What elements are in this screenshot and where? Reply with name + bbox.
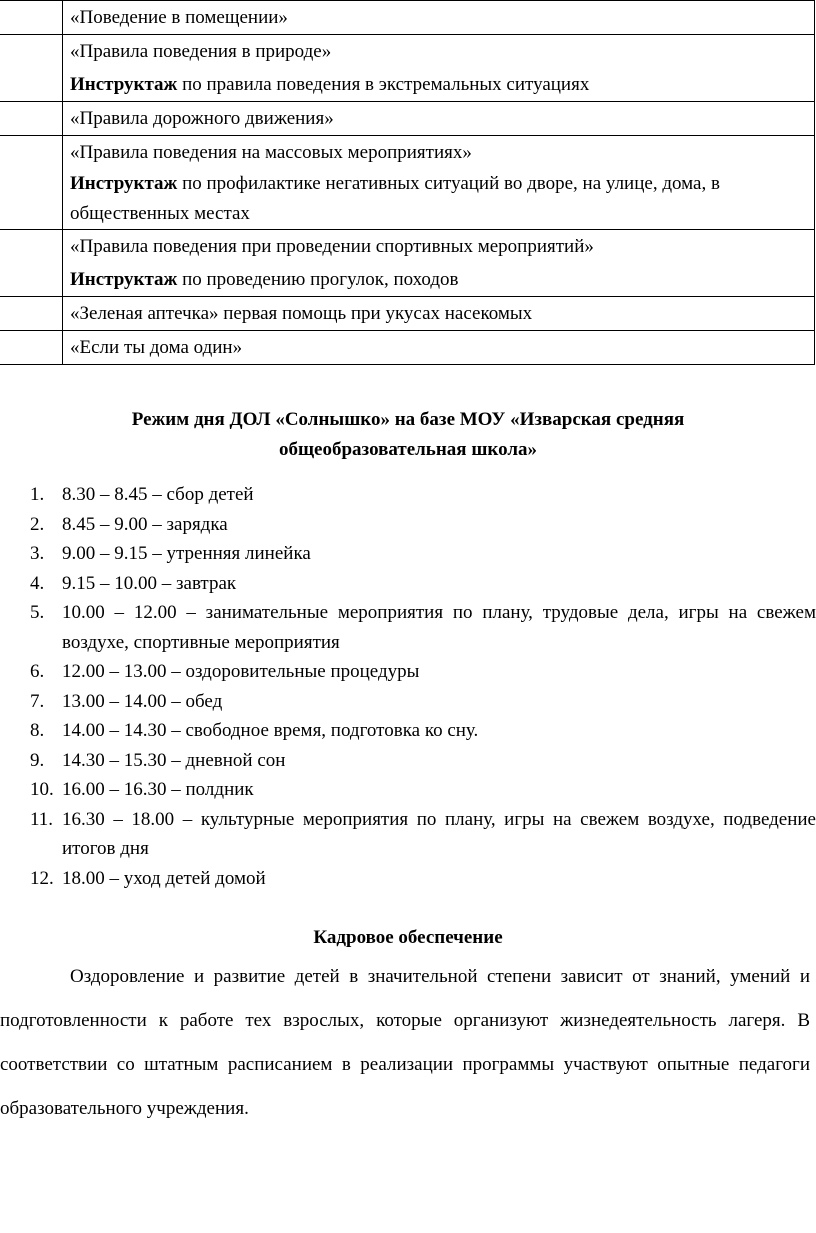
schedule-title (0, 405, 816, 465)
instruction-label: Инструктаж (70, 173, 178, 194)
table-cell-topic (63, 331, 815, 365)
list-item-text: 8.45 – 9.00 – зарядка (62, 513, 228, 535)
schedule-title-line1: Режим дня ДОЛ «Солнышко» на базе МОУ «Изварская средняя (131, 409, 685, 430)
table-row (0, 35, 815, 102)
list-item (0, 569, 816, 599)
instruction-label: Инструктаж (70, 269, 178, 290)
table-row (0, 230, 815, 297)
table-cell-empty (0, 136, 63, 230)
list-item-text: 18.00 – уход детей домой (62, 867, 266, 889)
table-cell-line (70, 230, 814, 263)
list-item (0, 657, 816, 687)
schedule-title-line2: общеобразовательная школа» (279, 439, 537, 460)
table-cell-topic (63, 102, 815, 136)
table-cell-empty (0, 297, 63, 331)
list-item-number: 11. (30, 808, 54, 830)
table-cell-text: «Правила поведения в природе» (70, 41, 332, 62)
list-item-text: 8.30 – 8.45 – сбор детей (62, 484, 254, 505)
table-cell-line (70, 35, 814, 68)
list-item (0, 805, 816, 864)
list-item (0, 775, 816, 805)
table-cell-text: «Если ты дома один» (70, 337, 243, 358)
table-cell-line (70, 331, 814, 364)
list-item-number: 9. (30, 749, 45, 771)
list-item-text: 9.00 – 9.15 – утренняя линейка (62, 543, 311, 564)
table-row (0, 1, 815, 35)
list-item-text: 12.00 – 13.00 – оздоровительные процедуры (62, 661, 420, 682)
table-cell-line (70, 297, 814, 330)
schedule-list (0, 480, 816, 893)
list-item-text: 10.00 – 12.00 – занимательные мероприятия по плану, трудовые дела, игры на свежем воздухе, спортивные мероприятия (62, 602, 816, 653)
list-item (0, 510, 816, 540)
list-item-number: 5. (30, 602, 45, 623)
staffing-title: Кадровое обеспечение (313, 927, 503, 948)
table-cell-text: по проведению прогулок, походов (177, 269, 459, 290)
table-cell-empty (0, 230, 63, 297)
list-item-number: 8. (30, 720, 45, 741)
table-cell-text: «Правила дорожного движения» (70, 108, 334, 129)
table-cell-text: по профилактике негативных ситуаций во дворе, на улице, дома, в общественных местах (70, 173, 720, 224)
activities-table (0, 0, 815, 365)
list-item (0, 539, 816, 569)
table-cell-text: «Правила поведения при проведении спортивных мероприятий» (70, 236, 594, 257)
list-item-number: 4. (30, 572, 45, 594)
list-item-text: 13.00 – 14.00 – обед (62, 690, 223, 712)
table-row (0, 136, 815, 230)
list-item-text: 14.30 – 15.30 – дневной сон (62, 749, 286, 771)
table-cell-topic (63, 1, 815, 35)
list-item-text: 16.30 – 18.00 – культурные мероприятия по плану, игры на свежем воздухе, подведение итогов дня (62, 808, 816, 859)
table-row (0, 102, 815, 136)
table-cell-empty (0, 102, 63, 136)
table-row (0, 331, 815, 365)
table-cell-line (70, 136, 814, 169)
list-item (0, 864, 816, 894)
list-item-number: 1. (30, 484, 45, 505)
list-item (0, 598, 816, 657)
list-item-number: 7. (30, 690, 45, 712)
table-cell-text: «Правила поведения на массовых мероприятиях» (70, 142, 472, 163)
table-cell-line (70, 68, 814, 101)
list-item (0, 480, 816, 510)
list-item (0, 746, 816, 776)
table-row (0, 297, 815, 331)
list-item-number: 6. (30, 661, 45, 682)
table-cell-text: «Зеленая аптечка» первая помощь при укусах насекомых (70, 303, 533, 324)
table-cell-text: «Поведение в помещении» (70, 7, 288, 28)
table-cell-line (70, 1, 814, 34)
table-cell-line (70, 169, 814, 229)
table-cell-empty (0, 331, 63, 365)
list-item-number: 2. (30, 513, 45, 535)
list-item-number: 3. (30, 543, 45, 564)
table-cell-line (70, 102, 814, 135)
table-cell-topic (63, 136, 815, 230)
list-item-text: 9.15 – 10.00 – завтрак (62, 572, 237, 594)
table-cell-empty (0, 35, 63, 102)
instruction-label: Инструктаж (70, 74, 178, 95)
list-item-text: 14.00 – 14.30 – свободное время, подготовка ко сну. (62, 720, 479, 741)
table-cell-text: по правила поведения в экстремальных ситуациях (177, 74, 590, 95)
list-item (0, 687, 816, 717)
list-item-text: 16.00 – 16.30 – полдник (62, 779, 254, 800)
table-cell-line (70, 263, 814, 296)
table-cell-topic (63, 297, 815, 331)
list-item-number: 10. (30, 779, 54, 800)
table-cell-topic (63, 35, 815, 102)
staffing-paragraph: Оздоровление и развитие детей в значительной степени зависит от знаний, умений и подготовленности к работе тех взрослых, которые организуют жизнедеятельность лагеря. В соответствии со штатным расписанием в реализации программы участвуют опытные педагоги образовательного учреждения. (0, 966, 810, 1119)
table-cell-topic (63, 230, 815, 297)
list-item-number: 12. (30, 867, 54, 889)
table-cell-empty (0, 1, 63, 35)
list-item (0, 716, 816, 746)
